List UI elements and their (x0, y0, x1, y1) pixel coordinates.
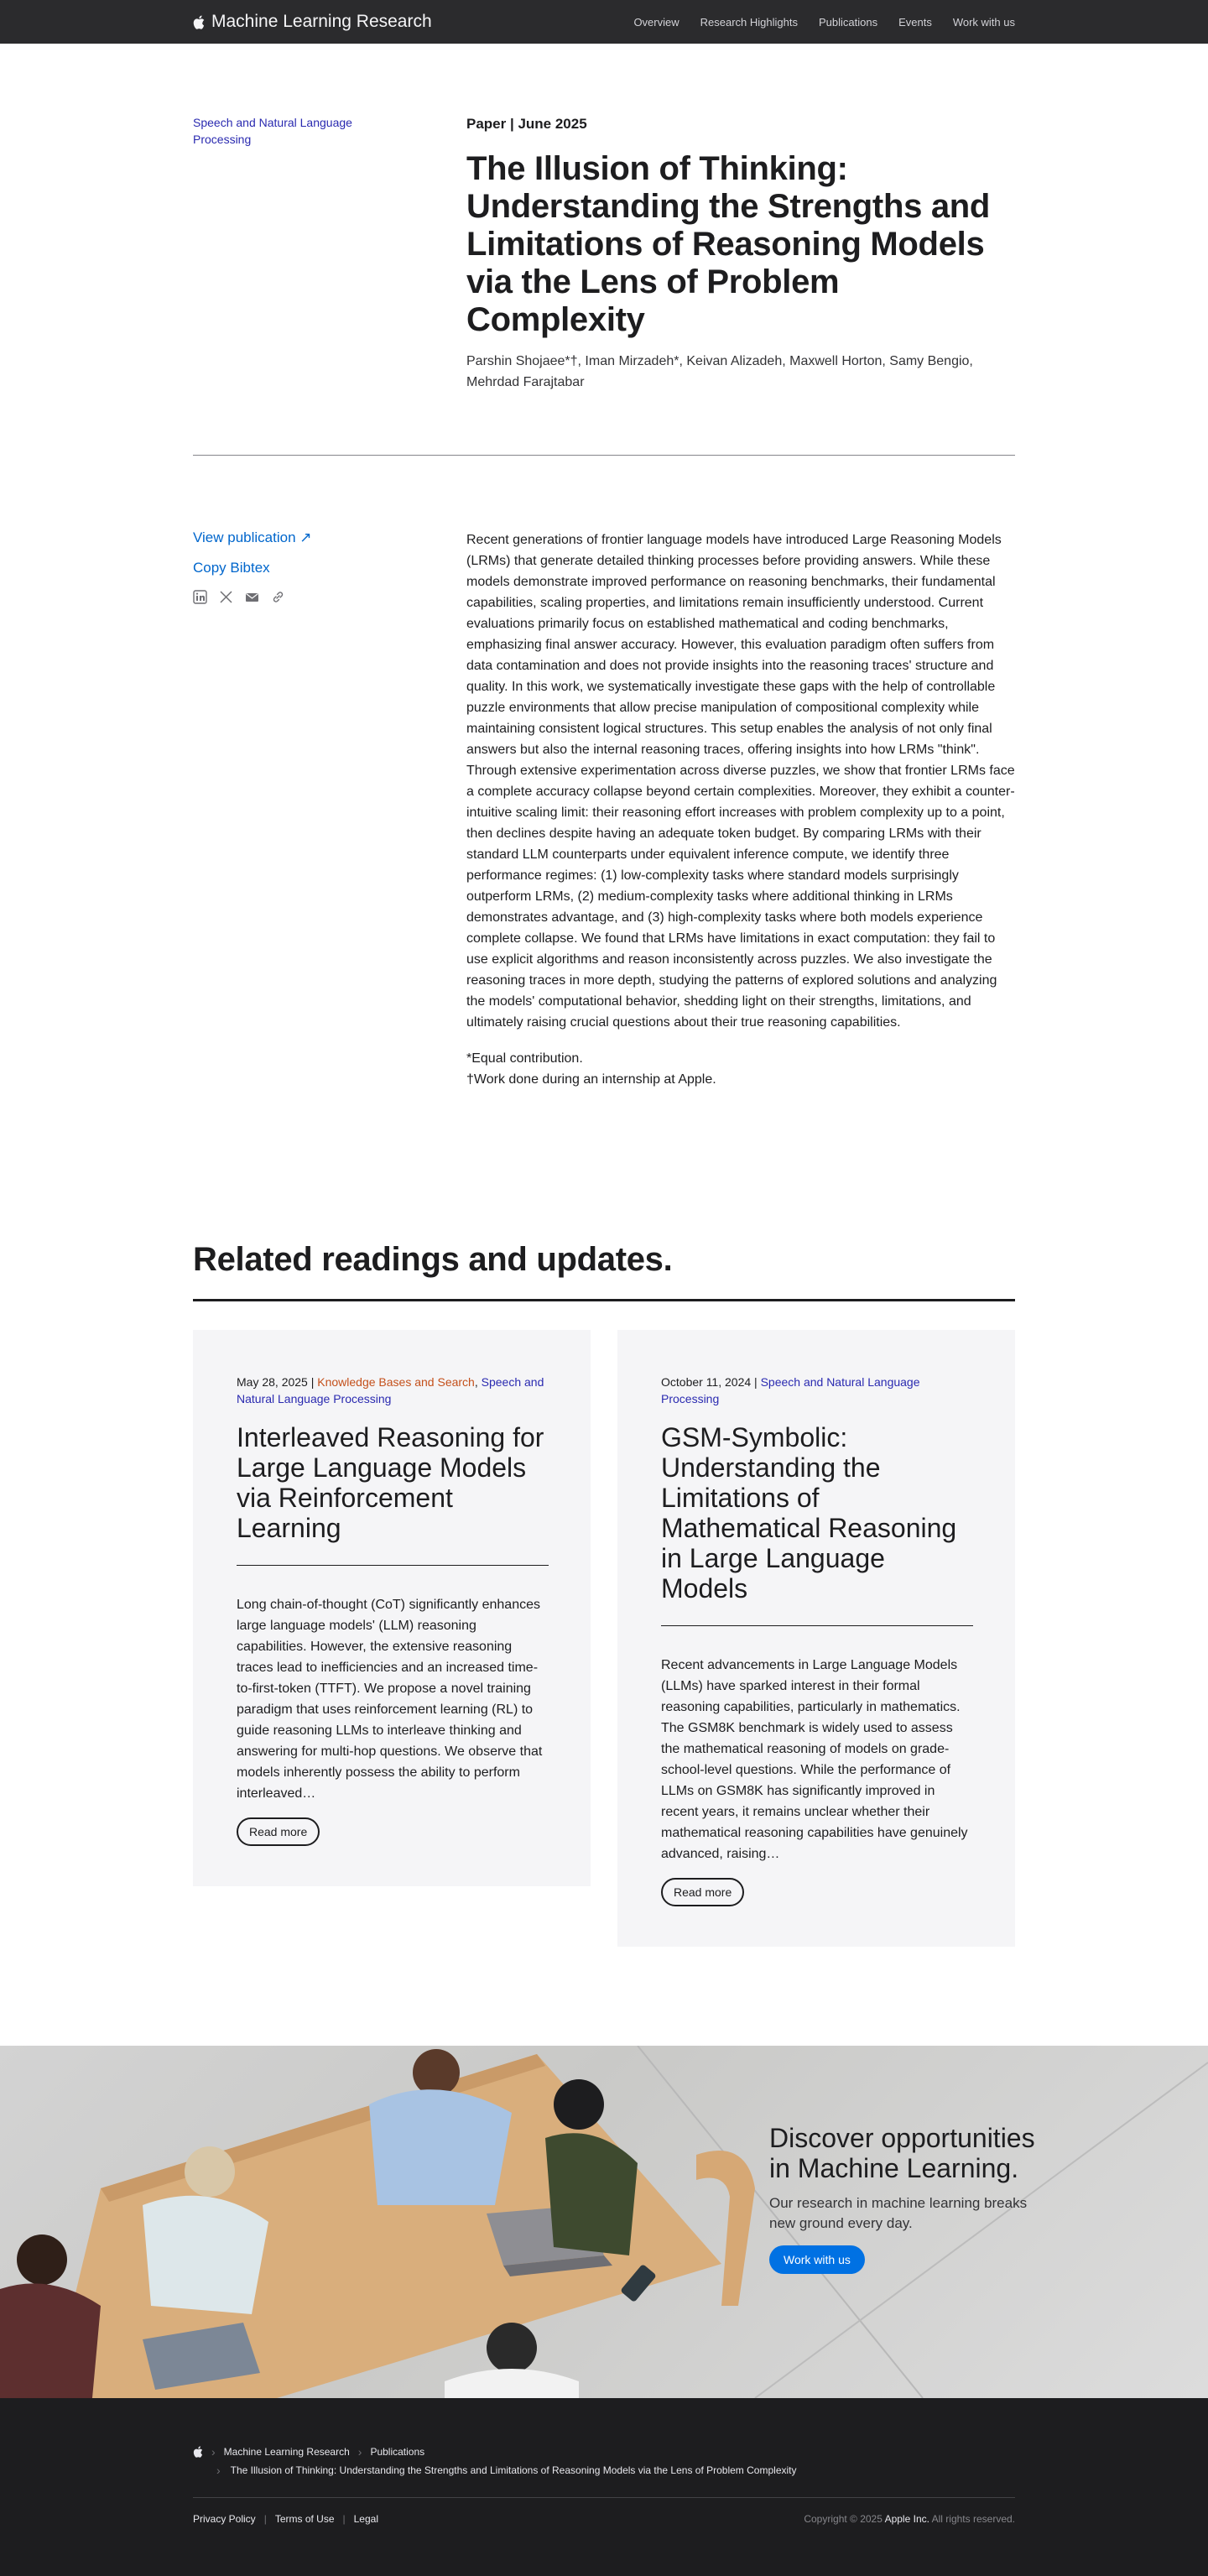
abstract-text: Recent generations of frontier language models have introduced Large Reasoning Models (LRMs) that generate detailed thinking processes before providing answers. While these models demonstrate improved performance on reasoning benchmarks, their fundamental capabilities, scaling properties, and limitations remain insufficiently understood. Current evaluations primarily focus on established mathematical and coding benchmarks, emphasizing final answer accuracy. However, this evaluation paradigm often suffers from data contamination and does not provide insights into the reasoning traces' structure and quality. In this work, we systematically investigate these gaps with the help of controllable puzzle environments that allow precise manipulation of compositional complexity while maintaining consistent logical structures. This setup enables the analysis of not only final answers but also the internal reasoning traces, offering insights into how LRMs "think". Through extensive experimentation across diverse puzzles, we show that frontier LRMs face a complete accuracy collapse beyond certain complexities. Moreover, they exhibit a counter-intuitive scaling limit: their reasoning effort increases with problem complexity up to a point, then declines despite having an adequate token budget. By comparing LRMs with their standard LLM counterparts under equivalent inference compute, we identify three performance regimes: (1) low-complexity tasks where standard models surprisingly outperform LRMs, (2) medium-complexity tasks where additional thinking in LRMs demonstrates advantage, and (3) high-complexity tasks where both models experience complete collapse. We found that LRMs have limitations in exact computation: they fail to use explicit algorithms and reason inconsistently across puzzles. We also investigate the reasoning traces in more depth, studying the patterns of explored solutions and analyzing the models' computational behavior, shedding light on their strengths, limitations, and ultimately raising crucial questions about their true reasoning capabilities. (466, 533, 1015, 1030)
page-title: The Illusion of Thinking: Understanding the Strengths and Limitations of Reasoning Models via the Lens of Problem Complexity (466, 150, 991, 338)
nav-link-work-with-us[interactable]: Work with us (952, 15, 1015, 29)
legal-separator: | (342, 2513, 346, 2525)
paper-header (193, 44, 1015, 393)
legal-separator: | (263, 2513, 267, 2525)
mail-icon[interactable] (245, 590, 259, 604)
banner-subtitle: Our research in machine learning breaks new ground every day. (769, 2195, 1028, 2231)
card-divider (237, 1565, 549, 1566)
linkedin-icon[interactable] (193, 590, 207, 604)
read-more-button[interactable]: Read more (661, 1878, 744, 1906)
apple-logo-icon[interactable] (193, 2446, 203, 2458)
legal-links (193, 2513, 378, 2525)
careers-banner (0, 2046, 1208, 2398)
meta-separator: | (307, 1375, 318, 1389)
nav-link-research-highlights[interactable]: Research Highlights (700, 15, 798, 29)
card-excerpt: Recent advancements in Large Language Models (LLMs) have sparked interest in their formal reasoning capabilities, particularly in mathematics. The GSM8K benchmark is widely used to assess the mathematical reasoning of models on grade-school-level questions. While the performance of LLMs on GSM8K has significantly improved in recent years, it remains unclear whether their mathematical reasoning capabilities have genuinely advanced, raising… (661, 1658, 968, 1861)
card-title[interactable]: GSM-Symbolic: Understanding the Limitations of Mathematical Reasoning in Large Language Models (661, 1422, 957, 1603)
view-publication-link[interactable]: View publication ↗ (193, 529, 312, 545)
chevron-right-icon: › (357, 2445, 362, 2459)
related-card (193, 1330, 591, 1886)
paper-meta: Paper | June 2025 (466, 116, 587, 132)
card-meta (237, 1374, 549, 1407)
banner-title: Discover opportunities in Machine Learning. (769, 2123, 1035, 2183)
breadcrumb-ml-research[interactable]: Machine Learning Research (223, 2446, 350, 2458)
card-divider (661, 1625, 973, 1626)
breadcrumb (193, 2445, 1015, 2459)
card-date: October 11, 2024 (661, 1375, 752, 1389)
global-nav (0, 0, 1208, 44)
author-notes (466, 1048, 1015, 1090)
breadcrumb-current-row (193, 2464, 1015, 2477)
footer (0, 2398, 1208, 2576)
share-icons (193, 590, 466, 604)
publication-sidebar (193, 529, 466, 1090)
brand-name: Machine Learning Research (211, 12, 432, 31)
apple-inc-link[interactable]: Apple Inc. (884, 2513, 929, 2525)
card-title[interactable]: Interleaved Reasoning for Large Language Models via Reinforcement Learning (237, 1422, 544, 1543)
legal-link[interactable]: Legal (353, 2513, 378, 2525)
nav-link-overview[interactable]: Overview (633, 15, 680, 29)
breadcrumb-publications[interactable]: Publications (370, 2446, 425, 2458)
copyright (804, 2513, 1015, 2525)
category-link-knowledge-bases[interactable]: Knowledge Bases and Search (317, 1375, 475, 1389)
nav-links (633, 16, 1015, 29)
meta-separator: | (751, 1375, 761, 1389)
brand-link[interactable] (193, 12, 432, 32)
chevron-right-icon: › (216, 2464, 221, 2477)
apple-logo-icon (193, 15, 205, 29)
breadcrumb-current: The Illusion of Thinking: Understanding the Strengths and Limitations of Reasoning Models via the Lens of Problem Complexity (230, 2464, 797, 2476)
related-divider (193, 1299, 1015, 1301)
internship-note: †Work done during an internship at Apple. (466, 1072, 716, 1087)
link-icon[interactable] (271, 590, 285, 604)
equal-contribution-note: *Equal contribution. (466, 1051, 583, 1066)
chevron-right-icon: › (211, 2445, 216, 2459)
related-readings-title: Related readings and updates. (193, 1241, 673, 1278)
topic-link[interactable]: Speech and Natural Language Processing (193, 116, 352, 146)
main-content (193, 44, 1015, 1947)
copy-bibtex-link[interactable]: Copy Bibtex (193, 560, 270, 576)
banner-text (769, 2123, 1054, 2274)
meta-comma: , (474, 1375, 482, 1389)
footer-bottom (193, 2513, 1015, 2525)
copyright-suffix: All rights reserved. (929, 2513, 1015, 2525)
x-icon[interactable] (219, 590, 233, 604)
copyright-prefix: Copyright © 2025 (804, 2513, 885, 2525)
footer-divider (193, 2497, 1015, 2498)
card-meta (661, 1374, 973, 1407)
work-with-us-button[interactable]: Work with us (769, 2245, 865, 2274)
terms-of-use-link[interactable]: Terms of Use (274, 2513, 335, 2525)
category-link-speech-nlp[interactable]: Speech and Natural Language Processing (237, 1375, 544, 1405)
card-excerpt: Long chain-of-thought (CoT) significantly enhances large language models' (LLM) reasoning capabilities. However, the extensive reasoning traces lead to inefficiencies and an increased time-to-first-token (TTFT). We propose a novel training paradigm that uses reinforcement learning (RL) to guide reasoning LLMs to interleave thinking and answering for multi-hop questions. We observe that models inherently possess the ability to perform interleaved… (237, 1598, 543, 1801)
related-cards (193, 1330, 1015, 1947)
read-more-button[interactable]: Read more (237, 1817, 320, 1846)
abstract-section (193, 456, 1015, 1090)
nav-link-publications[interactable]: Publications (818, 15, 878, 29)
privacy-policy-link[interactable]: Privacy Policy (193, 2513, 256, 2525)
authors: Parshin Shojaee*†, Iman Mirzadeh*, Keivan Alizadeh, Maxwell Horton, Samy Bengio, Mehrdad Farajtabar (466, 354, 973, 389)
category-link-speech-nlp[interactable]: Speech and Natural Language Processing (661, 1375, 920, 1405)
card-date: May 28, 2025 (237, 1375, 308, 1389)
nav-link-events[interactable]: Events (898, 15, 932, 29)
related-card (617, 1330, 1015, 1947)
